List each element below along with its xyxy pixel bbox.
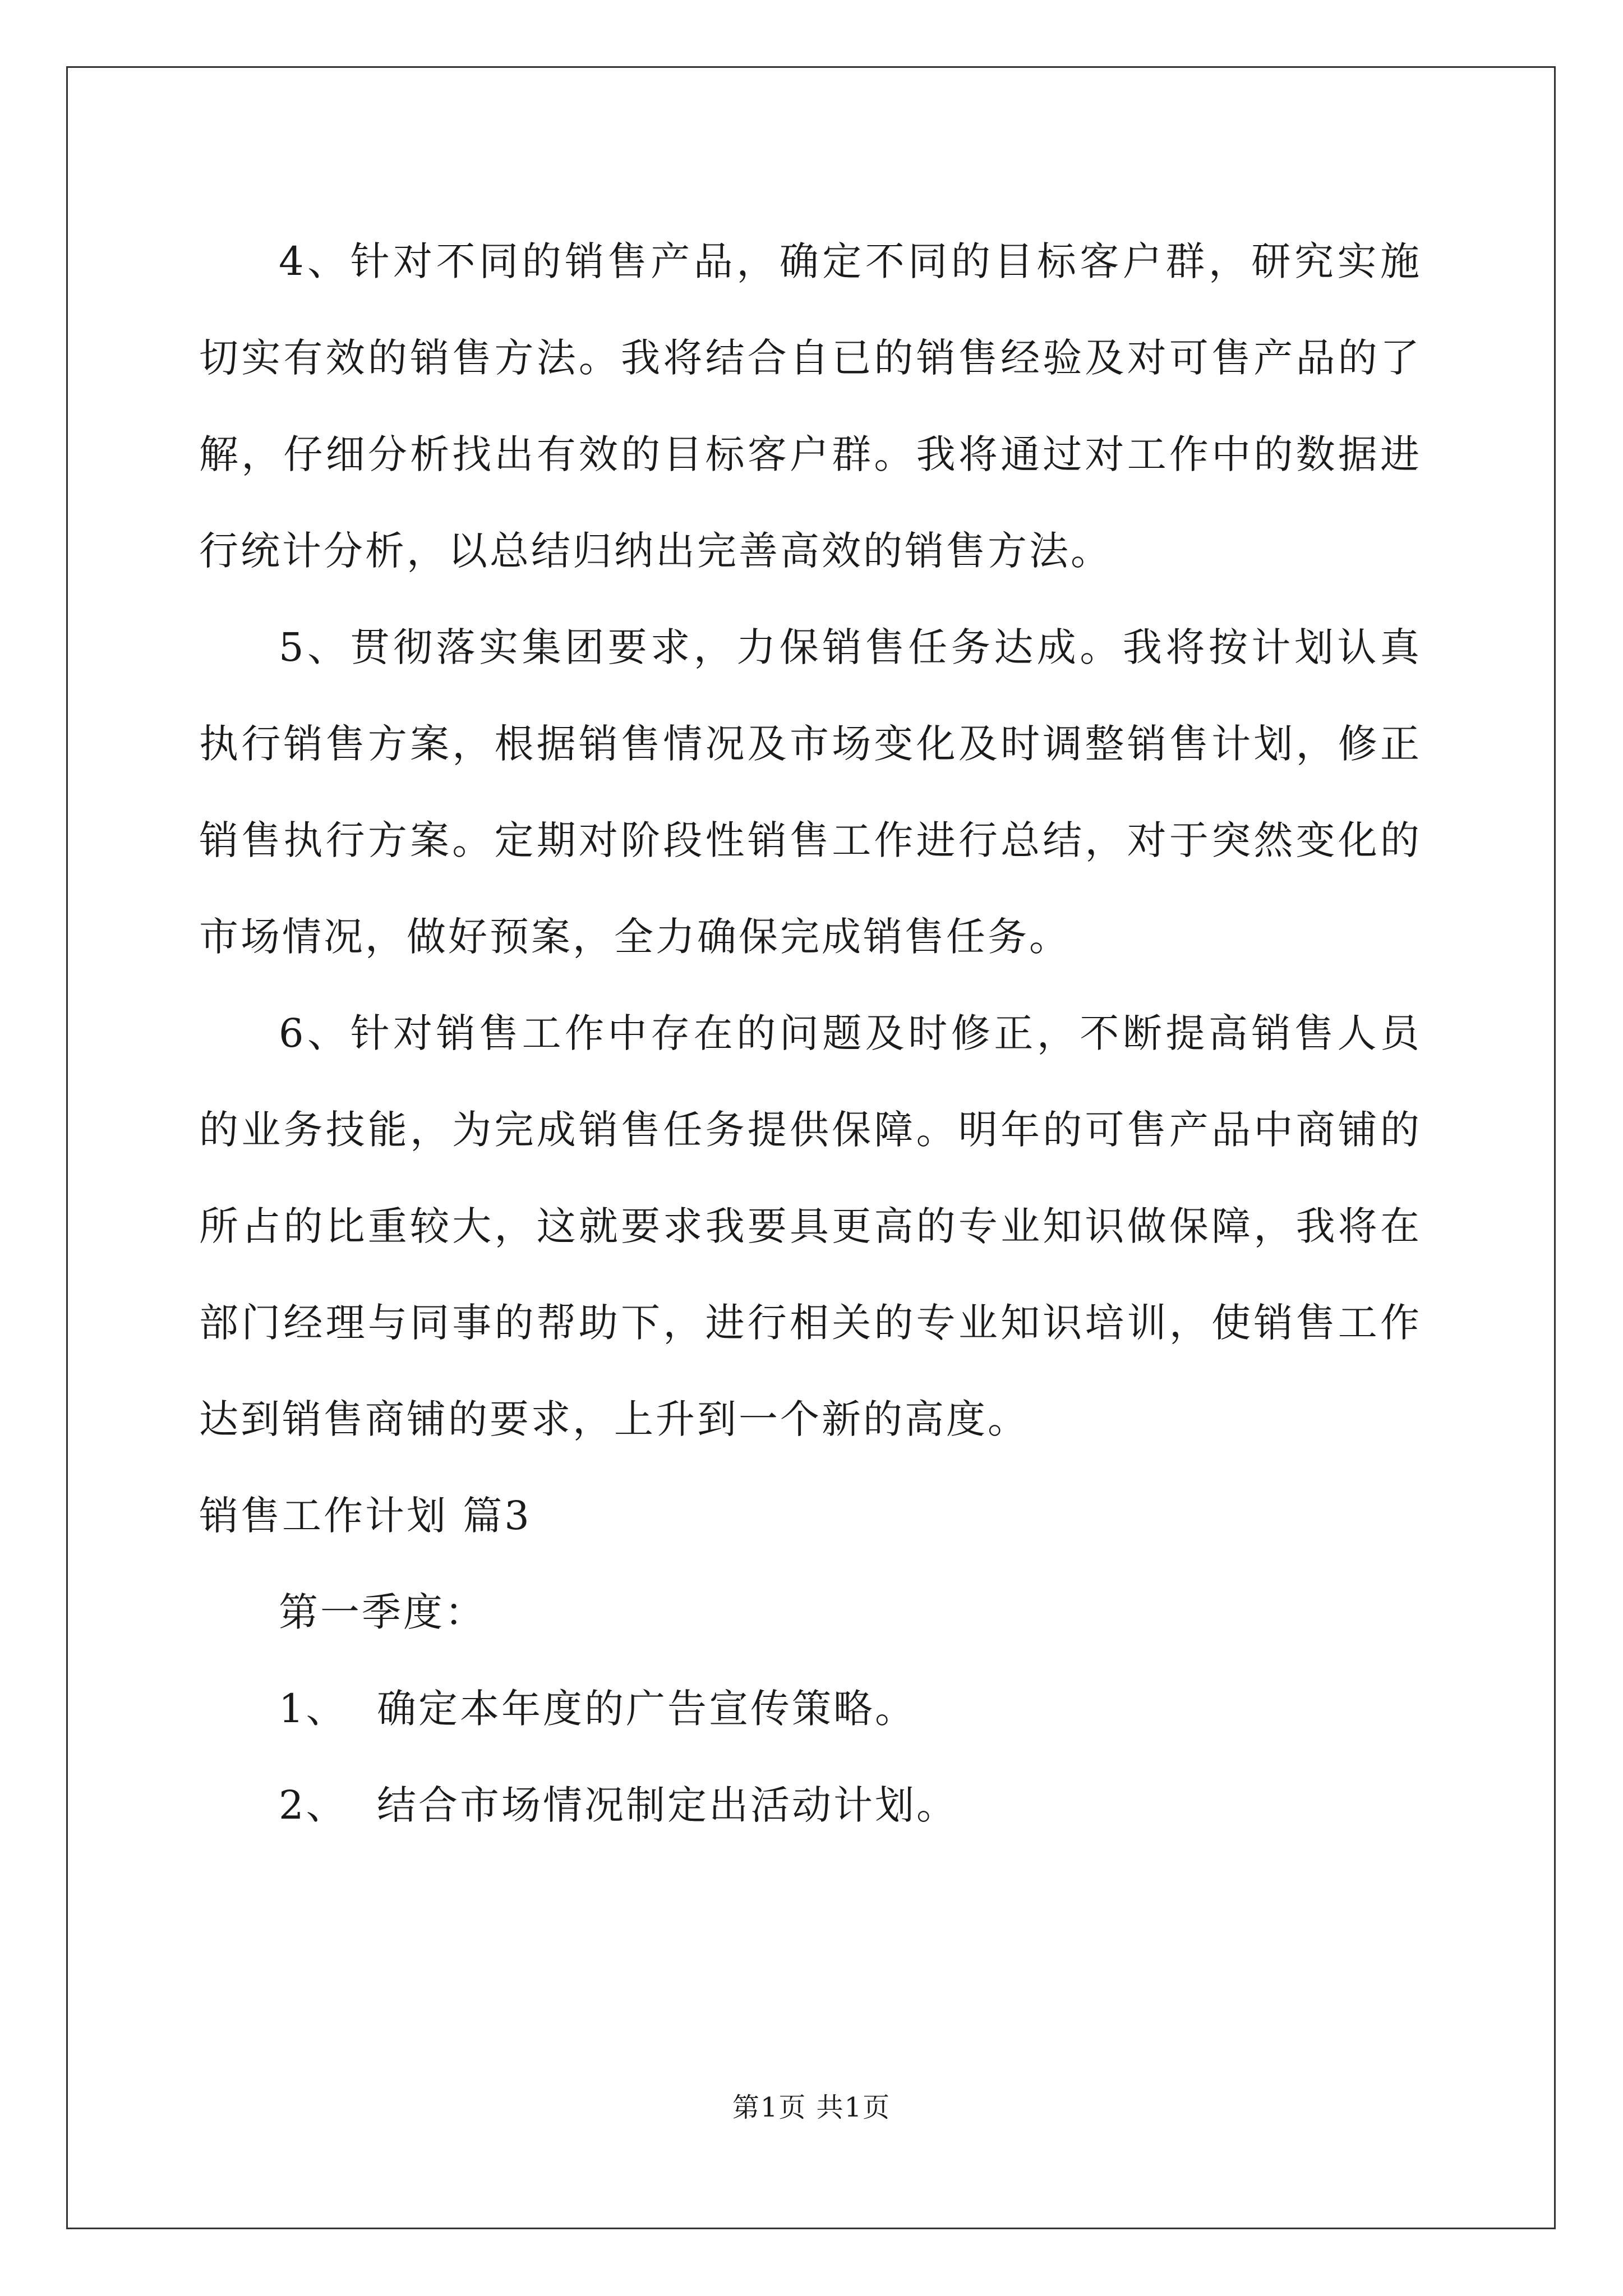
- list-item: 2、 结合市场情况制定出活动计划。: [279, 1782, 958, 1828]
- section-heading: 销售工作计划 篇3: [199, 1493, 532, 1539]
- quarter-label: 第一季度：: [279, 1589, 486, 1635]
- paragraph-4: 4、针对不同的销售产品，确定不同的目标客户群，研究实施切实有效的销售方法。我将结合自已的销售经验及对可售产品的了解，仔细分析找出有效的目标客户群。我将通过对工作中的数据进行统计分析，以总结归纳出完善高效的销售方法。: [199, 238, 1422, 574]
- document-body: [199, 213, 1422, 1853]
- paragraph-6: 6、针对销售工作中存在的问题及时修正，不断提高销售人员的业务技能，为完成销售任务提供保障。明年的可售产品中商铺的所占的比重较大，这就要求我要具更高的专业知识做保障，我将在部门经理与同事的帮助下，进行相关的专业知识培训，使销售工作达到销售商铺的要求，上升到一个新的高度。: [199, 1010, 1422, 1442]
- paragraph-5: 5、贯彻落实集团要求，力保销售任务达成。我将按计划认真执行销售方案，根据销售情况及市场变化及时调整销售计划，修正销售执行方案。定期对阶段性销售工作进行总结，对于突然变化的市场情况，做好预案，全力确保完成销售任务。: [199, 624, 1422, 960]
- list-item: 1、 确定本年度的广告宣传策略。: [279, 1686, 917, 1732]
- page-footer: 第1页 共1页: [732, 2092, 891, 2123]
